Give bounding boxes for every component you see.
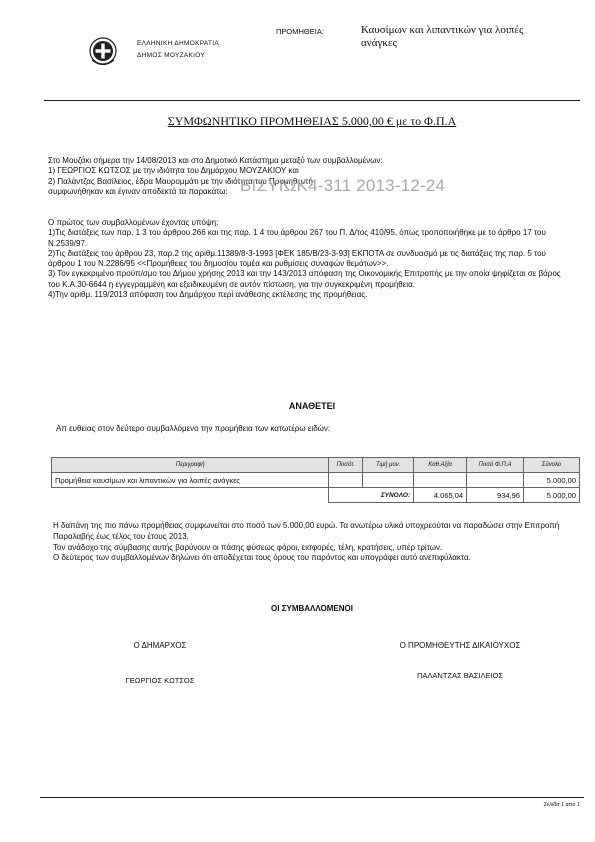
item-quantity: [329, 473, 363, 488]
page-number: Σελίδα 1 από 1: [543, 802, 580, 808]
parties-heading: ΟΙ ΣΥΜΒΑΛΛΟΜΕΝΟΙ: [271, 604, 353, 613]
column-header-description: Περιγραφή: [52, 458, 329, 473]
item-net-value: [414, 473, 467, 488]
assignment-heading: ΑΝΑΘΕΤΕΙ: [288, 401, 336, 411]
table-header-row: [52, 458, 580, 473]
promo-value: Καυσίμων και λιπαντικών για λοιπές ανάγκες: [361, 24, 524, 49]
considerations-block: [48, 218, 573, 300]
totals-label: ΣΥΝΟΛΟ:: [329, 488, 414, 503]
assignment-intro: Απ ευθείας στον δεύτερο συμβαλλόμενο την προμήθεια των κατωτέρω ειδών:: [56, 424, 331, 433]
mayor-role: Ο ΔΗΜΑΡΧΟΣ: [133, 641, 187, 650]
total-sum: 5.000,00: [524, 488, 580, 503]
total-net-value: 4.065,04: [414, 488, 467, 503]
totals-row: [52, 488, 580, 503]
closing-paragraph: Τον ανάδοχο της σύμβασης αυτής βαρύνουν οι πάσης φύσεως φόροι, εισφορές, τέλη, κρατήσεις, υπέρ τρίτων.: [53, 542, 443, 552]
intro-line: 2) Παλάντζας Βασίλειος, έδρα Μαυρομμάτι με την ιδιότητα του Προμηθευτή: [48, 176, 313, 186]
header-divider: [44, 100, 580, 101]
column-header-net-value: Καθ.Αξία: [414, 458, 467, 473]
greek-republic-seal-icon: [88, 36, 118, 68]
intro-line: συμφωνήθηκαν και έγιναν αποδεκτά τα παρακάτω:: [48, 186, 228, 196]
registry-watermark: ΒΙΣΥΙΩΚ4-311 2013-12-24: [240, 176, 446, 195]
intro-line: Στο Μουζάκι σήμερα την 14/08/2013 και στο Δημοτικό Κατάστημα μεταξύ των συμβαλλομένων:: [48, 156, 383, 165]
consideration-item: 3) Τον εγκεκριμένο προϋπ/σμο του Δήμου χρήσης 2013 και την 143/2013 απόφαση της Οικονομικής Επιτροπής με την οποία ψηφίζεται σε βάρος του Κ.Α.30-6644 η εγγεγραμμένη και εξειδικευμένη σε αυτόν πίστωση, για την συγκεκριμένη προμήθεια.: [48, 269, 561, 289]
supplier-name: ΠΑΛΑΝΤΖΑΣ ΒΑΣΙΛΕΙΟΣ: [416, 671, 504, 680]
column-header-total: Σύνολο: [524, 458, 580, 473]
issuer-line-municipality: ΔΗΜΟΣ ΜΟΥΖΑΚΙΟΥ: [137, 52, 206, 59]
total-vat: 934,96: [467, 488, 524, 503]
footer-divider: [40, 797, 584, 798]
item-unit-price: [363, 473, 414, 488]
table-row: [52, 473, 580, 488]
column-header-vat: Ποσό Φ.Π.Α: [467, 458, 524, 473]
closing-paragraph: Η δαπάνη της πιο πάνω προμήθειας συμφωνείται στο ποσό των 5.000,00 ευρώ. Τα ανωτέρω υλικά υποχρεούται να παραδώσει στην Επιτροπή Παραλαβής έως τέλος του έτους 2013.: [53, 521, 560, 541]
closing-paragraph: Ο δεύτερος των συμβαλλομένων δηλώνει ότι αποδέχεται τους όρους του παρόντος και υπογράφει αυτό ανεπιφύλακτα.: [53, 553, 471, 563]
supplier-role: Ο ΠΡΟΜΗΘΕΥΤΗΣ ΔΙΚΑΙΟΥΧΟΣ: [399, 641, 521, 650]
closing-terms: [53, 521, 578, 564]
item-description: Προμήθεια καυσίμων και λιπαντικών για λοιπές ανάγκες: [52, 473, 329, 488]
item-vat: [467, 473, 524, 488]
consideration-item: 2)Τις διατάξεις του άρθρου 23, παρ.2 της αριθμ.11389/8-3-1993 [ΦΕΚ 185/Β/23-3-93] ΕΚΠΟΤΑ σε συνδυασμό με τις διατάξεις της παρ. 5 του άρθρου 1 του Ν.2286/95 <<Προμήθειες του δημοσίου τομέα και ρυθμίσεις συναφών θεμάτων>>.: [48, 248, 546, 269]
mayor-name: ΓΕΩΡΓΙΟΣ ΚΩΤΣΟΣ: [125, 676, 195, 685]
promo-label: ΠΡΟΜΗΘΕΙΑ:: [276, 27, 324, 36]
item-total: 5.000,00: [524, 473, 580, 488]
column-header-quantity: Ποσότ.: [329, 458, 363, 473]
consideration-item: 4)Την αριθμ. 119/2013 απόφαση του Δημάρχου περί ανάθεσης εκτέλεσης της προμήθειας.: [48, 290, 368, 300]
consideration-item: 1)Τις διατάξεις των παρ. 1 3 του άρθρου 266 και της παρ. 1 4 του άρθρου 267 του Π. Δ/τος 410/95, όπως τροποποιήθηκε με το άρθρο 17 του Ν.2539/97.: [48, 228, 546, 248]
document-title: ΣΥΜΦΩΝΗΤΙΚΟ ΠΡΟΜΗΘΕΙΑΣ 5.000,00 € με το Φ.Π.Α: [167, 114, 457, 128]
column-header-unit-price: Τιμή μον.: [363, 458, 414, 473]
intro-line: 1) ΓΕΩΡΓΙΟΣ ΚΩΤΣΟΣ με την ιδιότητα του Δημάρχου ΜΟΥΖΑΚΙΟΥ και: [48, 166, 299, 176]
issuer-line-republic: ΕΛΛΗΝΙΚΗ ΔΗΜΟΚΡΑΤΙΑ: [137, 40, 220, 47]
items-table: [51, 457, 580, 503]
considerations-lead: Ο πρώτος των συμβαλλομένων έχοντας υπόψη:: [48, 218, 219, 227]
